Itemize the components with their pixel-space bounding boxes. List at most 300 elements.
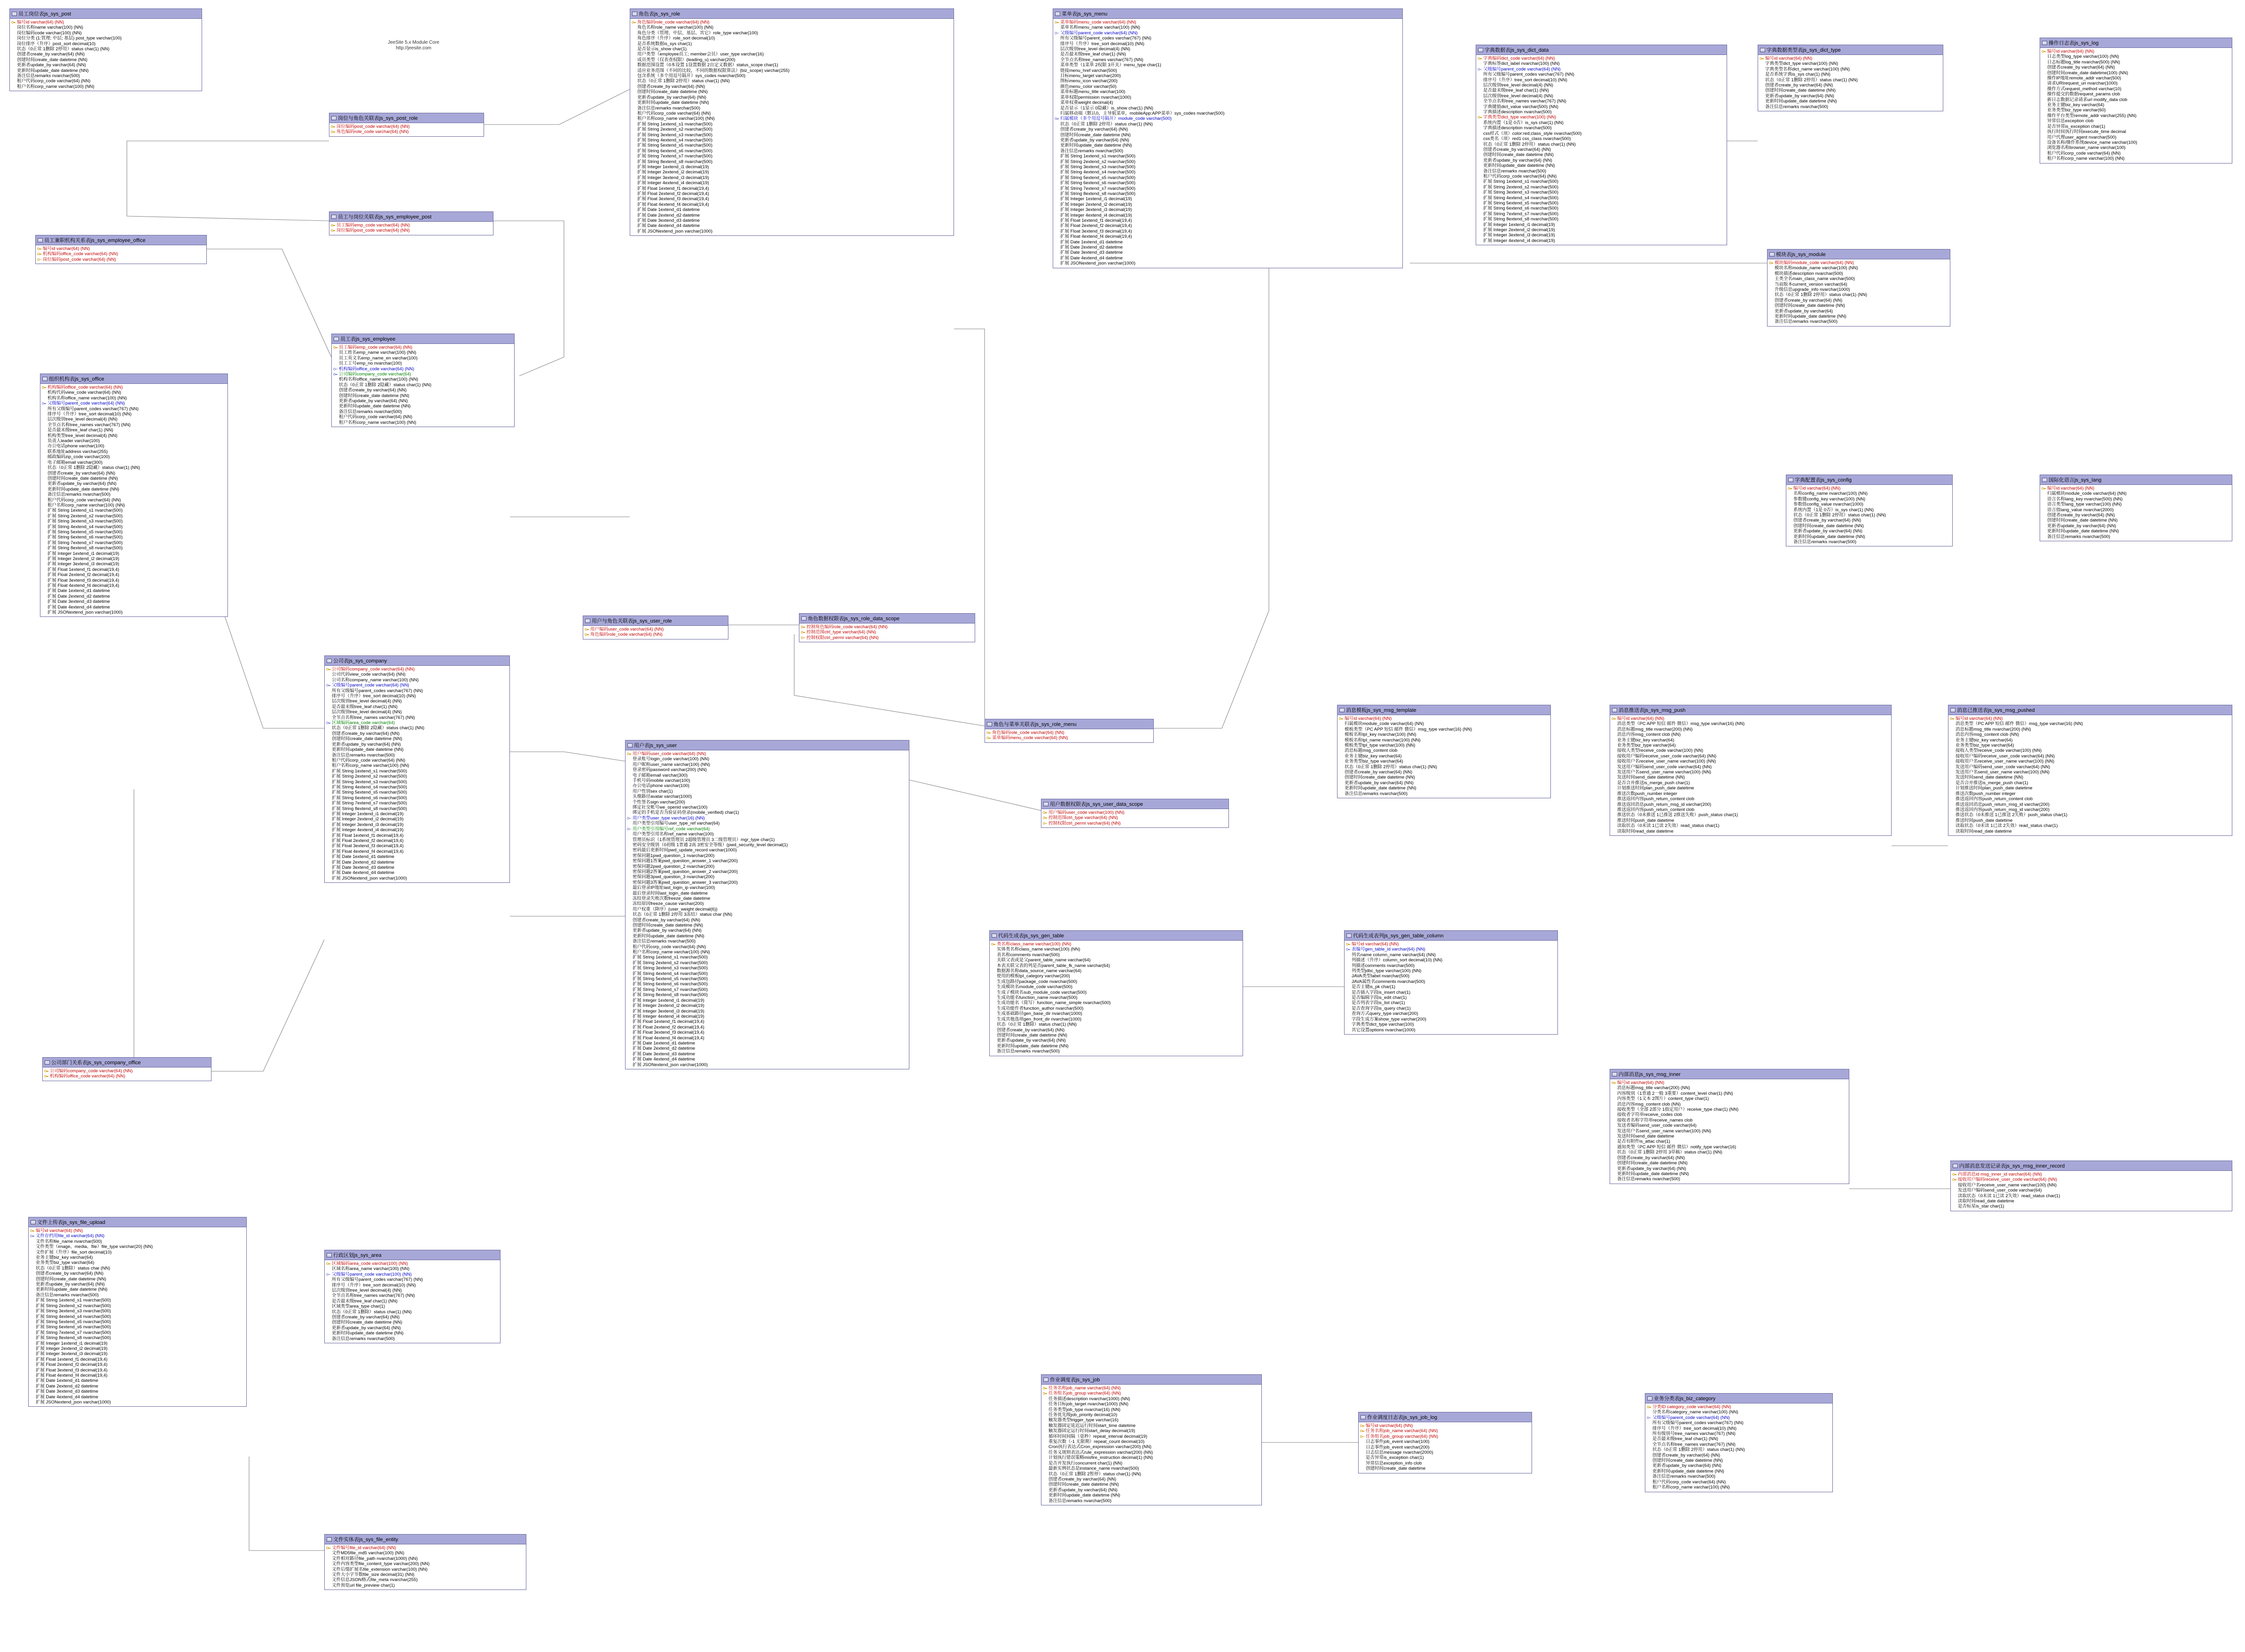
table-column (2042, 124, 2230, 129)
column-label: 备注信息remarks nvarchar(500) (633, 939, 696, 944)
table-column (42, 444, 226, 449)
table-column (30, 1266, 245, 1271)
table-column (632, 202, 952, 207)
column-bullet-icon (632, 111, 636, 116)
erd-table-sys_lang[interactable] (2040, 475, 2232, 541)
column-label: 接收者名称字符串receive_names clob (1617, 1117, 1693, 1123)
erd-table-sys_company_office[interactable] (42, 1057, 211, 1081)
column-label: 备注信息remarks nvarchar(500) (2047, 534, 2111, 539)
table-column (632, 143, 952, 148)
column-label: 扩展 String 6extend_s6 nvarchar(500) (332, 795, 407, 801)
column-bullet-icon (1952, 1194, 1956, 1198)
table-column (1043, 1396, 1260, 1402)
column-label: 发送用户名send_user_name varchar(100) (NN) (1617, 1128, 1712, 1134)
column-bullet-icon (632, 154, 636, 158)
table-column (1760, 56, 1941, 61)
table-column (30, 1233, 245, 1239)
column-bullet-icon (42, 589, 46, 593)
column-label: 所有父级编号parent_codes varchar(767) (NN) (47, 406, 139, 412)
column-label: 父级编号parent_code varchar(64) (NN) (1483, 66, 1561, 72)
column-bullet-icon (1760, 99, 1764, 103)
table-column (627, 998, 907, 1003)
table-column (991, 995, 1241, 1000)
key-icon (326, 1546, 330, 1550)
erd-table-sys_employee[interactable] (331, 334, 515, 427)
column-label: 扩展 String 4extend_s4 nvarchar(500) (637, 137, 712, 143)
column-bullet-icon (632, 25, 636, 30)
column-label: 状态（0正常 1删除 2隐藏）status char(1) (NN) (332, 725, 424, 731)
column-bullet-icon (11, 85, 16, 89)
column-label: 扩展 String 2extend_s2 nvarchar(500) (1483, 184, 1558, 190)
erd-table-sys_employee_post[interactable] (329, 211, 493, 235)
key-icon (986, 736, 991, 740)
table-column (326, 833, 508, 838)
column-label: 密保问题3pwd_question_3 nvarchar(200) (633, 874, 715, 880)
column-bullet-icon (326, 1551, 330, 1555)
column-bullet-icon (30, 1304, 34, 1308)
table-column (991, 1000, 1241, 1005)
column-bullet-icon (326, 1294, 330, 1298)
table-header-sys_role_menu (985, 719, 1153, 729)
table-column (1055, 132, 1401, 138)
table-column (1360, 1466, 1530, 1471)
column-bullet-icon (1760, 105, 1764, 109)
column-label: 扩展 String 1extend_s1 nvarchar(500) (1483, 179, 1558, 185)
key-icon (331, 228, 335, 233)
erd-table-sys_menu[interactable] (1053, 8, 1403, 268)
column-label: 扩展 String 1extend_s1 nvarchar(500) (36, 1298, 111, 1303)
column-label: 颜色menu_color varchar(50) (1060, 84, 1117, 89)
column-label: 推送返回消息push_return_msg_id varchar(200) (1956, 802, 2050, 807)
table-column (1055, 213, 1401, 218)
key-icon (331, 223, 335, 227)
column-label: 登录账号login_code varchar(100) (NN) (633, 756, 710, 762)
column-label: 电子邮箱email varchar(300) (47, 460, 103, 465)
table-column (1478, 185, 1725, 190)
table-column (1760, 99, 1941, 104)
table-column (1043, 1434, 1260, 1439)
table-column (326, 1283, 499, 1288)
table-column (30, 1282, 245, 1287)
table-column (1043, 1482, 1260, 1487)
column-label: 备注信息remarks nvarchar(500) (1765, 104, 1829, 109)
column-label: 扩展 Float 4extend_f4 decimal(19,4) (1060, 234, 1132, 240)
column-label: 角色排序（升序）role_sort decimal(10) (637, 36, 715, 41)
column-bullet-icon (1611, 781, 1616, 785)
column-bullet-icon (42, 584, 46, 588)
column-label: 员工编码emp_code varchar(64) (NN) (339, 345, 413, 350)
column-label: 扩展 Date 2extend_d2 datetime (47, 593, 110, 599)
column-label: 模块名称module_name varchar(100) (NN) (1775, 265, 1858, 271)
column-label: 用户昵称user_name varchar(100) (NN) (633, 762, 710, 767)
column-label: 全节点名称tree_names varchar(767) (NN) (1060, 57, 1143, 62)
column-label: 是否最末级tree_leaf char(1) (NN) (1060, 52, 1126, 57)
column-label: 实体类名称class_name varchar(100) (NN) (997, 947, 1080, 952)
column-bullet-icon (991, 1049, 995, 1053)
table-column (2042, 54, 2230, 59)
table-column (627, 880, 907, 885)
column-bullet-icon (30, 1255, 34, 1260)
column-bullet-icon (2042, 119, 2046, 123)
column-bullet-icon (42, 600, 46, 604)
column-bullet-icon (42, 460, 46, 465)
erd-table-sys_role[interactable] (630, 8, 954, 236)
column-bullet-icon (326, 1331, 330, 1335)
column-bullet-icon (627, 912, 631, 917)
column-label: 发送用户编码send_user_code varchar(64) (1958, 1188, 2042, 1193)
erd-table-sys_dict_data[interactable] (1476, 45, 1727, 245)
key-icon (1055, 31, 1059, 35)
table-column (333, 420, 513, 425)
column-label: 扩展 String 5extend_s5 nvarchar(500) (332, 790, 407, 795)
column-bullet-icon (1055, 208, 1059, 212)
column-bullet-icon (1055, 133, 1059, 137)
column-label: 创建时间create_date datetime (NN) (47, 475, 118, 481)
column-label: 员工英文名emp_name_en varchar(100) (339, 355, 418, 361)
erd-table-sys_msg_inner[interactable] (1610, 1069, 1849, 1184)
table-header-sys_file_upload (29, 1217, 246, 1227)
column-label: 创建者create_by varchar(64) (NN) (1617, 1155, 1685, 1161)
column-label: 负责人leader varchar(100) (47, 438, 100, 444)
column-label: 读取状态（0未读 1已读 2失效）read_status char(1) (1958, 1193, 2060, 1199)
erd-table-sys_post[interactable] (9, 8, 202, 91)
column-bullet-icon (632, 143, 636, 148)
column-bullet-icon (1478, 99, 1482, 103)
column-label: 菜单权限permission nvarchar(1000) (1060, 94, 1131, 100)
table-column (1611, 1112, 1847, 1117)
column-bullet-icon (1647, 1421, 1651, 1425)
column-label: 扩展 JSONextend_json varchar(1000) (633, 1062, 708, 1068)
column-bullet-icon (627, 838, 631, 842)
erd-table-biz_category[interactable] (1645, 1393, 1833, 1492)
column-bullet-icon (326, 834, 330, 838)
table-title: 作业调度表js_sys_job (1050, 1377, 1100, 1383)
erd-table-sys_role_menu[interactable] (985, 719, 1154, 743)
column-label: 字典类型名称dict_name varchar(100) (NN) (1765, 66, 1850, 72)
column-label: 是否最末级tree_leaf char(1) (NN) (1483, 88, 1549, 94)
column-label: 扩展 Integer 2extend_i2 decimal(19) (637, 170, 709, 175)
column-bullet-icon (1360, 1461, 1364, 1465)
erd-table-sys_job_log[interactable] (1358, 1412, 1532, 1473)
column-bullet-icon (1788, 497, 1792, 501)
table-column (1478, 109, 1725, 115)
column-bullet-icon (632, 36, 636, 40)
table-column (1952, 1183, 2230, 1188)
table-columns-sys_lang (2040, 485, 2232, 541)
table-column (2042, 76, 2230, 81)
table-column (42, 524, 226, 530)
table-column (30, 1319, 245, 1325)
column-label: 更新者update_by varchar(64) (NN) (997, 1038, 1066, 1044)
column-label: 更新时间update_date datetime (NN) (1048, 1493, 1120, 1498)
column-bullet-icon (1055, 197, 1059, 201)
column-label: 创建者create_by varchar(64) (NN) (1775, 297, 1843, 303)
column-bullet-icon (1647, 1448, 1651, 1452)
erd-table-sys_file_entity[interactable] (324, 1534, 526, 1590)
key-icon (326, 1262, 330, 1266)
table-column (1055, 164, 1401, 170)
table-column (30, 1260, 245, 1265)
table-column (326, 1561, 524, 1566)
column-label: 用户编码user_code varchar(64) (NN) (590, 627, 664, 632)
column-bullet-icon (1055, 143, 1059, 148)
column-bullet-icon (42, 573, 46, 577)
table-column (1360, 1461, 1530, 1466)
column-label: 用户编码user_code varchar(64) (NN) (633, 751, 706, 756)
table-column (632, 111, 952, 116)
table-column (2042, 529, 2230, 534)
table-column (326, 838, 508, 843)
column-label: 状态（0正常 1删除 2停用）status char(1) (NN) (1775, 292, 1867, 298)
column-label: 文件扩展（升序）file_sort decimal(10) (36, 1249, 112, 1255)
table-header-sys_msg_inner (1610, 1069, 1849, 1079)
table-column (1788, 513, 1951, 518)
table-column (1055, 25, 1401, 30)
column-bullet-icon (42, 578, 46, 583)
erd-table-sys_user_data_scope[interactable] (1041, 799, 1229, 828)
erd-table-sys_employee_office[interactable] (35, 235, 207, 264)
column-label: JAVA属性名comments nvarchar(500) (1352, 979, 1425, 984)
column-label: 邮政编码zip_code varchar(100) (47, 454, 110, 460)
table-column (1760, 72, 1941, 77)
table-title: 用户表js_sys_user (634, 743, 677, 748)
table-column (1950, 754, 2230, 759)
erd-table-sys_role_data_scope[interactable] (799, 613, 975, 642)
table-column (1950, 823, 2230, 828)
erd-table-sys_msg_push[interactable] (1610, 705, 1892, 836)
key-icon (1611, 717, 1616, 721)
column-label: 更新者update_by varchar(64) (NN) (2047, 523, 2116, 529)
column-label: 扩展 String 6extend_s6 nvarchar(500) (36, 1325, 111, 1330)
column-bullet-icon (42, 396, 46, 400)
column-label: 全节点名称tree_names varchar(767) (NN) (332, 1293, 415, 1299)
table-column (1647, 1463, 1831, 1468)
table-column (991, 1006, 1241, 1011)
table-column (1478, 120, 1725, 125)
column-bullet-icon (1647, 1469, 1651, 1473)
column-label: 更新者update_by varchar(64) (NN) (332, 1325, 401, 1331)
column-label: 生成功能名（简写）function_name_simple nvarchar(500) (997, 1000, 1111, 1006)
column-bullet-icon (30, 1309, 34, 1313)
table-header-sys_menu (1053, 9, 1402, 19)
key-icon (1950, 717, 1954, 721)
table-column (326, 1567, 524, 1572)
column-label: 编号id varchar(64) (NN) (1956, 716, 2003, 721)
column-bullet-icon (326, 689, 330, 693)
column-bullet-icon (326, 807, 330, 811)
erd-table-sys_user[interactable] (625, 740, 909, 1069)
column-bullet-icon (1478, 137, 1482, 141)
table-column (1788, 507, 1951, 513)
table-column (30, 1298, 245, 1303)
erd-table-sys_log[interactable] (2040, 38, 2232, 164)
table-column (333, 404, 513, 409)
table-column (632, 223, 952, 228)
table-column (1647, 1485, 1831, 1490)
column-label: 文件大小字节数file_size decimal(31) (NN) (332, 1572, 415, 1578)
column-label: 层次级别tree_level decimal(4) (NN) (332, 709, 402, 715)
column-bullet-icon (326, 726, 330, 730)
erd-table-sys_gen_table_column[interactable] (1344, 930, 1558, 1035)
table-column (1055, 170, 1401, 175)
column-bullet-icon (1043, 1499, 1047, 1503)
table-column (1611, 727, 1890, 732)
table-column (627, 794, 907, 799)
table-icon (1612, 1072, 1617, 1076)
column-label: 扩展 Date 4extend_d4 datetime (332, 870, 395, 876)
table-column (1478, 125, 1725, 131)
column-bullet-icon (1478, 223, 1482, 227)
erd-table-sys_msg_template[interactable] (1337, 705, 1551, 798)
column-bullet-icon (42, 423, 46, 427)
table-column (1611, 1155, 1847, 1161)
key-icon (1478, 67, 1482, 71)
column-label: 扩展 String 6extend_s6 nvarchar(500) (47, 535, 123, 540)
column-label: 创建者create_by varchar(64) (NN) (637, 84, 705, 89)
erd-table-sys_area[interactable] (324, 1250, 501, 1343)
table-column (1055, 229, 1401, 234)
column-bullet-icon (42, 482, 46, 486)
table-icon (1950, 708, 1956, 712)
column-bullet-icon (1611, 1150, 1616, 1154)
table-column (1478, 195, 1725, 201)
table-column (2042, 97, 2230, 102)
column-bullet-icon (1055, 261, 1059, 265)
column-bullet-icon (326, 849, 330, 854)
column-bullet-icon (627, 870, 631, 874)
erd-table-sys_config[interactable] (1786, 475, 1953, 546)
table-column (1611, 1171, 1847, 1177)
erd-table-sys_gen_table[interactable] (989, 930, 1243, 1056)
table-column (627, 918, 907, 923)
column-label: 状态（0正常 1删除 2停用）status char(1) (NN) (1345, 764, 1437, 770)
column-bullet-icon (627, 875, 631, 879)
column-bullet-icon (1611, 1167, 1616, 1171)
table-column (632, 41, 952, 47)
column-label: 推送返回消息push_return_msg_id varchar(200) (1617, 802, 1712, 807)
erd-table-sys_company[interactable] (324, 655, 510, 883)
table-column (627, 966, 907, 971)
column-label: 文件信息JSON格式file_meta nvarchar(255) (332, 1577, 418, 1583)
table-column (1478, 227, 1725, 233)
table-header-sys_post (10, 9, 202, 19)
table-header-sys_office (40, 374, 227, 384)
table-column (326, 769, 508, 774)
table-column (632, 106, 952, 111)
erd-table-sys_msg_pushed[interactable] (1948, 705, 2232, 836)
column-bullet-icon (632, 203, 636, 207)
column-label: 任务目标job_target nvarchar(1000) (NN) (1048, 1402, 1129, 1407)
column-label: 列描述（升序）column_sort decimal(10) (NN) (1352, 958, 1443, 963)
column-bullet-icon (42, 552, 46, 556)
column-label: 扩展 String 7extend_s7 nvarchar(500) (36, 1330, 111, 1335)
column-bullet-icon (627, 993, 631, 997)
table-column (2042, 507, 2230, 513)
table-column (627, 944, 907, 950)
table-column (331, 228, 492, 233)
column-label: 更新时间update_date datetime (NN) (1765, 99, 1837, 104)
column-bullet-icon (1346, 964, 1350, 968)
column-label: 编号id varchar(64) (NN) (1765, 56, 1813, 61)
column-bullet-icon (1043, 1477, 1047, 1481)
column-bullet-icon (11, 25, 16, 30)
erd-table-sys_msg_inner_record[interactable] (1950, 1161, 2232, 1211)
erd-table-sys_dict_type[interactable] (1758, 45, 1943, 111)
erd-table-sys_file_upload[interactable] (28, 1217, 247, 1407)
erd-table-sys_office[interactable] (40, 374, 228, 617)
column-bullet-icon (1950, 722, 1954, 726)
column-label: 消息标题msg_content clob (1345, 748, 1398, 754)
table-column (1952, 1188, 2230, 1193)
column-label: 备注信息remarks nvarchar(500) (1793, 539, 1857, 545)
column-bullet-icon (632, 208, 636, 212)
table-column (42, 487, 226, 492)
column-label: 扩展 String 8extend_s8 nvarchar(500) (633, 992, 708, 998)
key-icon (11, 20, 16, 24)
table-column (1043, 1407, 1260, 1412)
erd-table-sys_module[interactable] (1767, 249, 1950, 327)
column-label: 模板名称tpl_name nvarchar(100) (NN) (1345, 737, 1421, 743)
table-column (1055, 73, 1401, 78)
column-label: 接收类型（全部 2部分 1指定用户）receive_type char(1) (NN) (1617, 1107, 1739, 1113)
column-bullet-icon (326, 1578, 330, 1582)
column-label: 任务名称job_name varchar(64) (NN) (1048, 1386, 1121, 1391)
column-bullet-icon (632, 31, 636, 35)
erd-table-sys_post_role[interactable] (329, 113, 484, 137)
table-column (1950, 721, 2230, 726)
column-bullet-icon (2042, 60, 2046, 64)
column-label: 扩展 String 8extend_s8 nvarchar(500) (36, 1335, 111, 1341)
table-column (11, 57, 200, 62)
table-column (632, 138, 952, 143)
column-label: 是否插入字段is_insert char(1) (1352, 990, 1411, 995)
column-bullet-icon (1043, 1445, 1047, 1449)
column-label: 父级编号parent_code varchar(64) (NN) (47, 401, 125, 406)
column-label: 绑定的手机是否为验证码登录(mobile_verified) char(1) (633, 810, 739, 816)
table-column (1055, 47, 1401, 52)
column-bullet-icon (1611, 808, 1616, 812)
erd-table-sys_user_role[interactable] (583, 616, 728, 639)
column-label: 发送用户编码send_user_code varchar(64) (NN) (1956, 764, 2050, 770)
table-column (1647, 1404, 1831, 1410)
column-label: 接收者字符串receive_codes clob (1617, 1112, 1682, 1118)
erd-table-sys_job[interactable] (1041, 1374, 1262, 1505)
column-label: 接收用户编码receive_user_code varchar(64) (NN) (1958, 1177, 2057, 1183)
table-column (1055, 89, 1401, 94)
table-column (1346, 952, 1556, 958)
column-label: 扩展 Integer 4extend_i4 decimal(19) (1483, 238, 1555, 243)
column-label: 创建时间create_date datetime (NN) (2047, 518, 2118, 523)
column-label: 用户代理user_agent nvarchar(500) (2047, 134, 2117, 140)
column-bullet-icon (42, 476, 46, 481)
column-label: 扩展 String 3extend_s3 nvarchar(500) (332, 779, 407, 785)
column-bullet-icon (326, 699, 330, 703)
table-column (2042, 81, 2230, 86)
table-column (1360, 1445, 1530, 1450)
column-bullet-icon (11, 31, 16, 35)
column-label: 是否最末级tree_leaf char(1) (NN) (332, 704, 398, 709)
column-label: 扩展 String 7extend_s7 nvarchar(500) (332, 801, 407, 806)
table-title: 字典配置表js_sys_config (1795, 477, 1852, 483)
column-bullet-icon (627, 939, 631, 943)
table-column (1478, 179, 1725, 184)
column-bullet-icon (326, 1567, 330, 1572)
table-header-sys_company_office (43, 1058, 211, 1068)
table-column (1043, 1498, 1260, 1504)
column-bullet-icon (30, 1245, 34, 1249)
column-label: 区域编码area_code varchar(64) (332, 720, 395, 726)
column-bullet-icon (1611, 1145, 1616, 1149)
